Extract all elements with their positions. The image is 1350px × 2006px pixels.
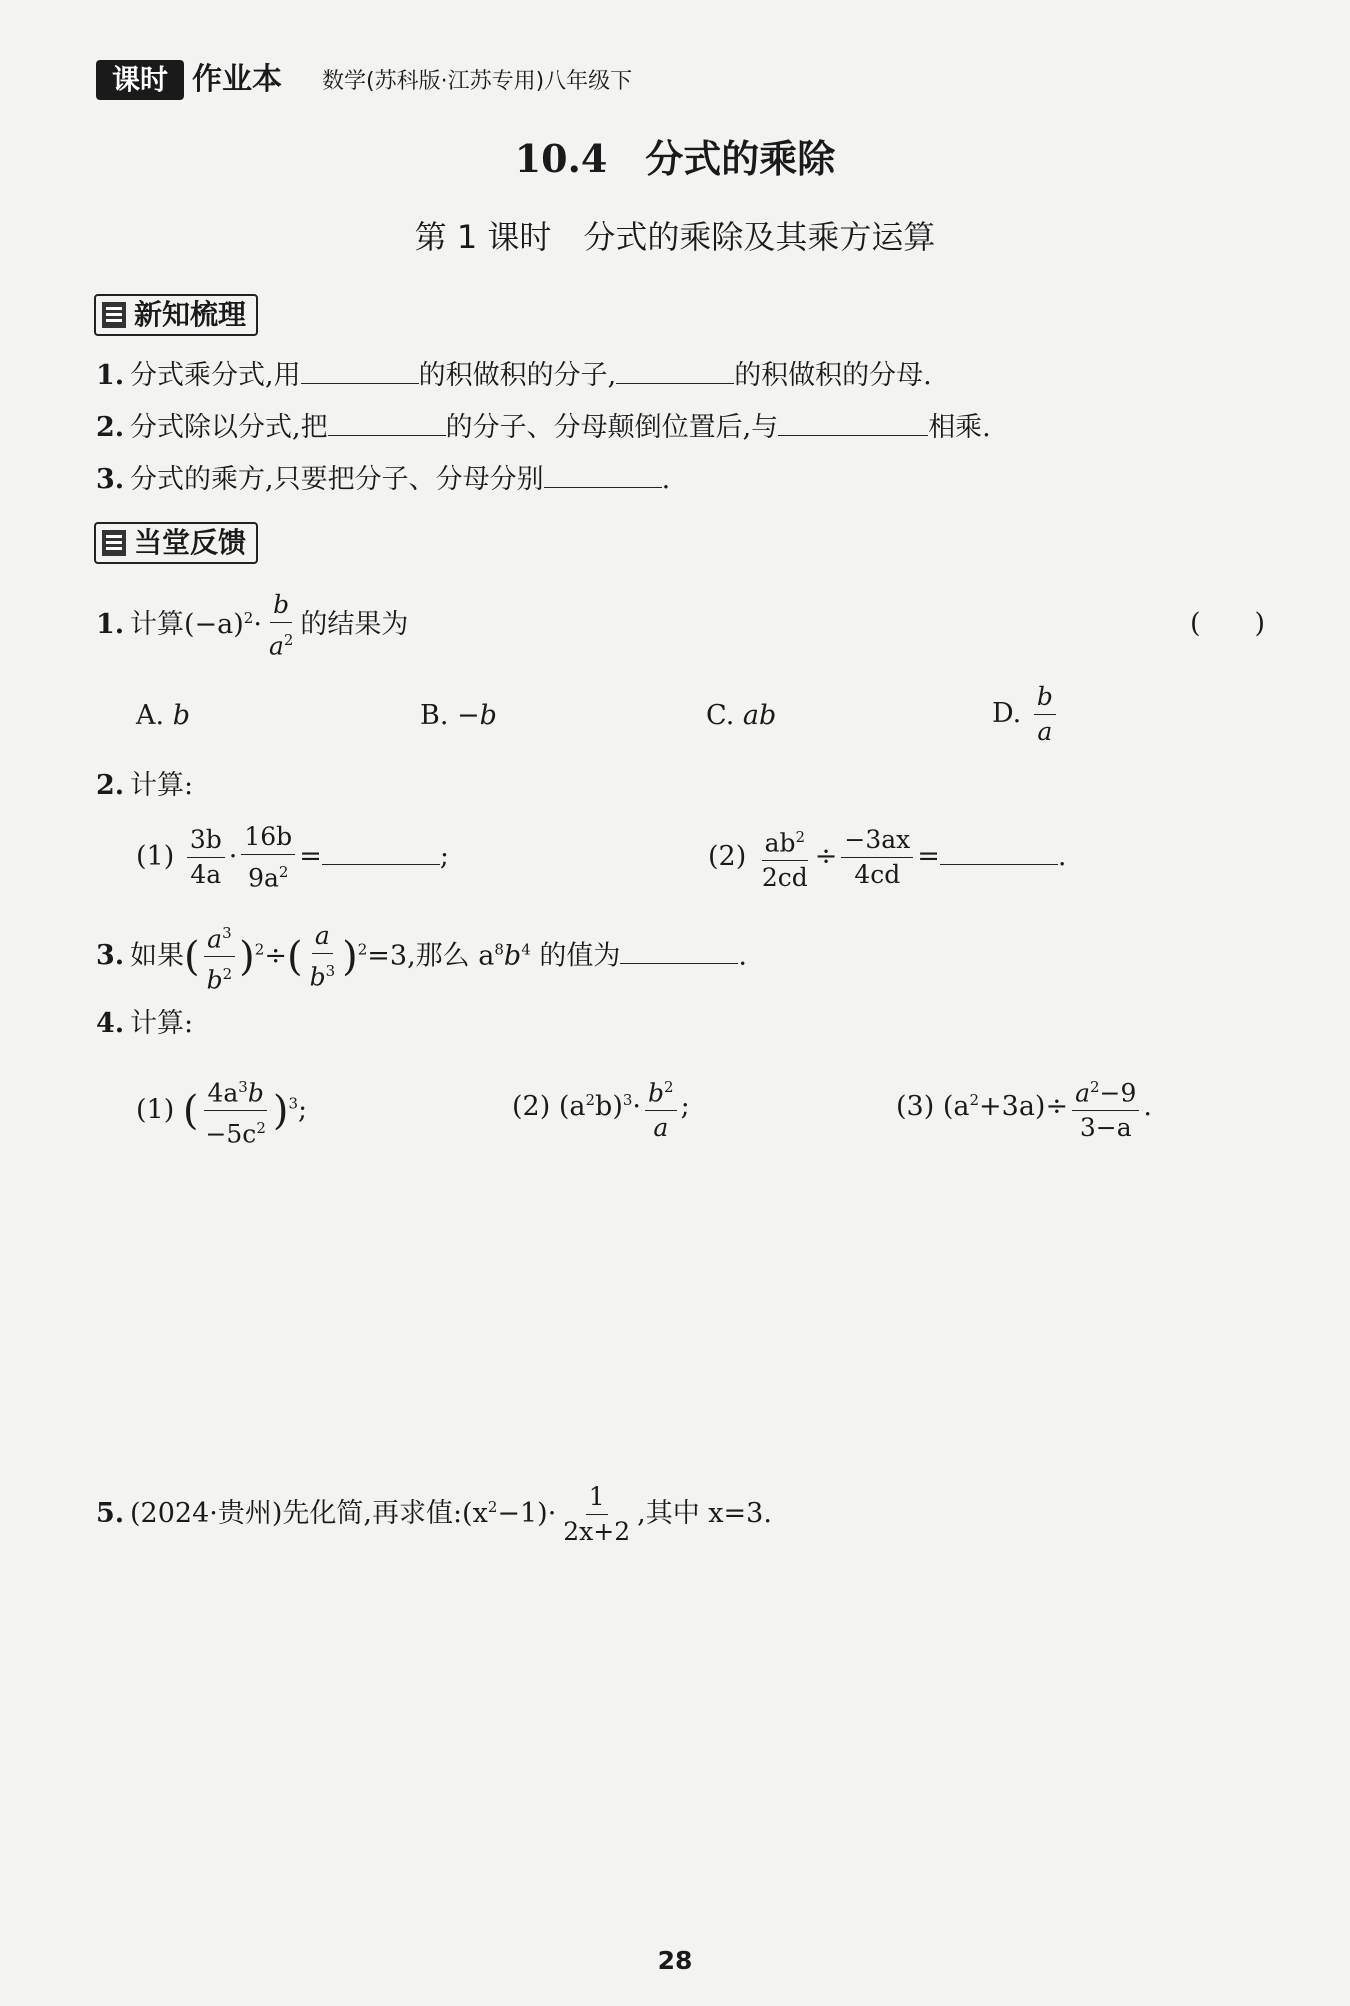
- s1-question-1: [96, 356, 932, 396]
- question-text: 分式的乘方,只要把分子、分母分别: [130, 464, 544, 495]
- s1-question-2: [96, 408, 991, 448]
- answer-bracket[interactable]: ( ): [1190, 608, 1266, 639]
- question-text: 的分子、分母颠倒位置后,与: [445, 412, 779, 443]
- book-icon: [102, 302, 126, 328]
- option-b[interactable]: B. −b: [420, 700, 497, 731]
- s2-question-4: [96, 1004, 193, 1044]
- s2-q4-part-1: (1) ( $\frac{4a^3b}{-5c^2}$ )$^3$;: [136, 1070, 307, 1152]
- question-text: .: [661, 464, 671, 495]
- question-text: 的结果为: [300, 609, 409, 641]
- s2-q2-part-2: (2) $\frac{ab^2}{2cd}$ ÷ $\frac{-3ax}{4cd}$ = .: [708, 820, 1066, 895]
- question-text: 的积做积的分子,: [418, 360, 617, 391]
- question-number: 2.: [96, 770, 125, 801]
- s2-question-1: 1. 计算$(-a)^2\cdot$ $\frac{b}{a^2}$ 的结果为: [96, 590, 409, 661]
- answer-blank[interactable]: [616, 357, 734, 384]
- question-text: 相乘.: [928, 412, 991, 443]
- brand-title: 作业本: [192, 62, 282, 97]
- section-badge-feedback: [94, 522, 258, 564]
- question-text: 计算:: [130, 770, 194, 801]
- option-d[interactable]: D. $\frac{b}{a}$: [992, 680, 1060, 749]
- question-text: 的积做积的分母.: [734, 360, 932, 391]
- answer-blank[interactable]: [940, 838, 1058, 865]
- pencil-icon: [102, 530, 126, 556]
- lesson-title: 第 1 课时 分式的乘除及其乘方运算: [414, 218, 936, 256]
- answer-blank[interactable]: [620, 937, 738, 964]
- question-text: 分式除以分式,把: [130, 412, 328, 443]
- option-c[interactable]: C. ab: [706, 700, 777, 731]
- book-info: 数学(苏科版·江苏专用)八年级下: [322, 69, 633, 94]
- s2-q4-part-2: (2) $(a^2b)^3\cdot$ $\frac{b^2}{a}$ ;: [512, 1070, 690, 1145]
- answer-blank[interactable]: [544, 461, 662, 488]
- section-title: 当堂反馈: [134, 526, 247, 559]
- s2-question-5: 5. (2024·贵州)先化简,再求值$:(x^2-1)\cdot$ $\frac{1}{2x+2}$ ,其中 x=3.: [96, 1482, 772, 1546]
- answer-blank[interactable]: [322, 838, 440, 865]
- question-number: 3.: [96, 940, 125, 972]
- question-number: 4.: [96, 1008, 125, 1039]
- page-number: 28: [657, 1946, 693, 1975]
- answer-blank[interactable]: [328, 409, 446, 436]
- question-number: 1.: [96, 360, 125, 391]
- answer-blank[interactable]: [301, 357, 419, 384]
- s2-q2-part-1: (1) $\frac{3b}{4a}$ · $\frac{16b}{9a^2}$ = ;: [136, 822, 449, 893]
- section-title: 新知梳理: [134, 298, 247, 331]
- brand-logo: 课时: [96, 60, 184, 100]
- question-number: 5.: [96, 1498, 125, 1529]
- section-badge-new-knowledge: [94, 294, 258, 336]
- s2-q4-part-3: (3) $(a^2+3a)\div$ $\frac{a^2-9}{3-a}$ .: [896, 1070, 1152, 1145]
- chapter-title: 10.4 分式的乘除: [514, 136, 836, 181]
- question-number: 2.: [96, 412, 125, 443]
- s1-question-3: [96, 460, 670, 500]
- question-text: 分式乘分式,用: [130, 360, 301, 391]
- option-a[interactable]: A. b: [136, 700, 190, 731]
- s2-question-2: [96, 766, 193, 806]
- expression: 计算(−a): [130, 609, 244, 641]
- question-text: 计算:: [130, 1008, 194, 1039]
- answer-blank[interactable]: [778, 409, 928, 436]
- question-number: 3.: [96, 464, 125, 495]
- s2-question-3: 3. 如果( $\frac{a^3}{b^2}$ )$^2$÷( $\frac{a}{b^3}$ )$^2$=3,那么 $a^8b^4$ 的值为 .: [96, 916, 747, 998]
- question-number: 1.: [96, 609, 125, 641]
